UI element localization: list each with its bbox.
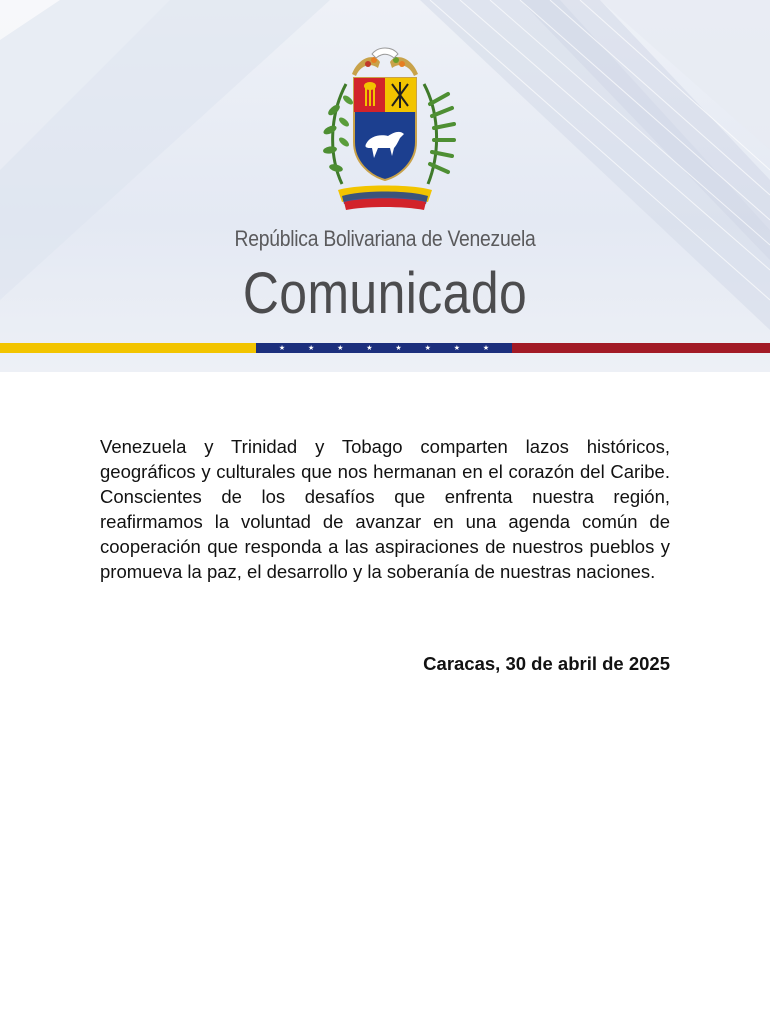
flag-stars: [256, 343, 512, 353]
statement-paragraph: Venezuela y Trinidad y Tobago comparten lazos históricos, geográficos y culturales que nos hermanan en el corazón del Caribe. Conscientes de los desafíos que enfrenta nuestra región, reafirmamos la voluntad de avanzar en una agenda común de cooperación que responda a las aspiraciones de nuestros pueblos y promueva la paz, el desarrollo y la soberanía de nuestras naciones.: [100, 436, 670, 582]
star-icon: ★: [482, 344, 490, 352]
star-icon: ★: [453, 344, 460, 352]
star-icon: ★: [308, 344, 315, 352]
flag-stripe: [0, 343, 770, 353]
dateline: Caracas, 30 de abril de 2025: [423, 653, 670, 674]
flag-stripe-blue: [256, 343, 512, 353]
flag-stripe-yellow: [0, 343, 256, 353]
letterhead: [0, 0, 770, 372]
page-title: Comunicado: [242, 261, 528, 326]
flag-stripe-red: [512, 343, 770, 353]
star-icon: ★: [395, 344, 402, 352]
star-icon: ★: [337, 344, 344, 352]
star-icon: ★: [366, 344, 373, 352]
star-icon: ★: [424, 344, 431, 352]
star-icon: ★: [278, 344, 286, 352]
venezuela-coat-of-arms-icon: [308, 44, 462, 216]
issuer-name: República Bolivariana de Venezuela: [234, 226, 536, 251]
